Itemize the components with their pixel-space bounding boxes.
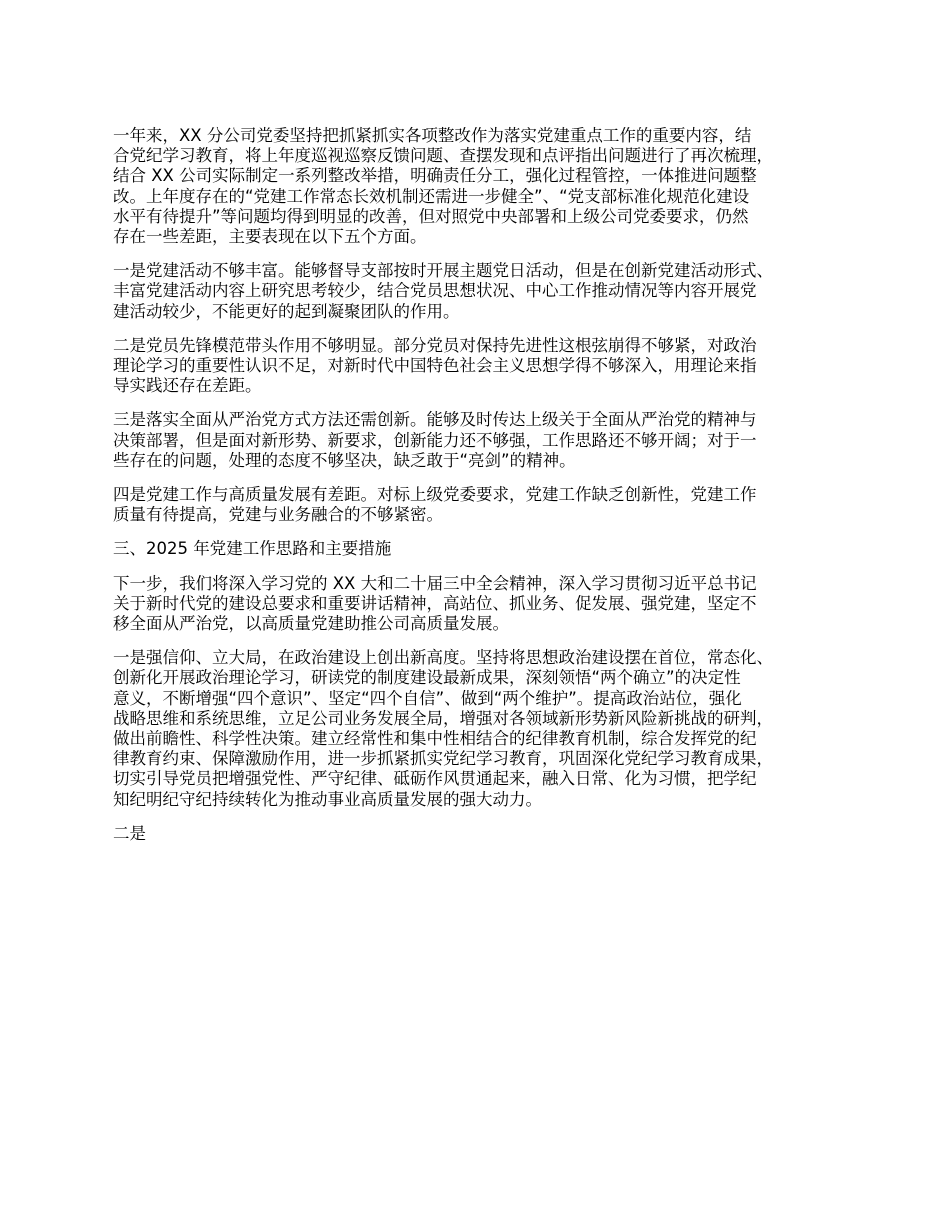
paragraph-issue-4 xyxy=(113,485,855,525)
text-line: 下一步，我们将深入学习党的 XX 大和二十届三中全会精神，深入学习贯彻习近平总书记 xyxy=(113,573,757,593)
text-line: 战略思维和系统思维，立足公司业务发展全局，增强对各领域新形势新风险新挑战的研判， xyxy=(113,708,773,728)
paragraph-issue-1 xyxy=(113,261,855,322)
text-line: 质量有待提高，党建与业务融合的不够紧密。 xyxy=(113,505,443,525)
text-line: 四是党建工作与高质量发展有差距。对标上级党委要求，党建工作缺乏创新性，党建工作 xyxy=(113,485,757,505)
text-line: 决策部署，但是面对新形势、新要求，创新能力还不够强，工作思路还不够开阔；对于一 xyxy=(113,430,757,450)
document-page xyxy=(113,126,855,858)
text-line: 结合 XX 公司实际制定一系列整改举措，明确责任分工，强化过程管控，一体推进问题整 xyxy=(113,166,757,186)
paragraph-next-steps xyxy=(113,574,855,635)
text-line: 存在一些差距，主要表现在以下五个方面。 xyxy=(113,227,427,247)
paragraph-intro xyxy=(113,126,855,247)
text-line: 二是党员先锋模范带头作用不够明显。部分党员对保持先进性这根弦崩得不够紧，对政治 xyxy=(113,335,757,355)
text-line: 导实践还存在差距。 xyxy=(113,376,262,396)
paragraph-issue-2 xyxy=(113,336,855,397)
text-line: 改。上年度存在的“党建工作常态长效机制还需进一步健全”、“党支部标准化规范化建设 xyxy=(113,186,750,206)
text-line: 知纪明纪守纪持续转化为推动事业高质量发展的强大动力。 xyxy=(113,789,542,809)
text-line: 切实引导党员把增强党性、严守纪律、砥砺作风贯通起来，融入日常、化为习惯，把学纪 xyxy=(113,769,757,789)
text-line: 三、2025 年党建工作思路和主要措施 xyxy=(113,539,392,559)
section-heading xyxy=(113,539,855,559)
text-line: 一是党建活动不够丰富。能够督导支部按时开展主题党日活动，但是在创新党建活动形式、 xyxy=(113,261,773,281)
text-line: 些存在的问题，处理的态度不够坚决，缺乏敢于“亮剑”的精神。 xyxy=(113,450,576,470)
paragraph-measure-1 xyxy=(113,648,855,810)
paragraph-issue-3 xyxy=(113,410,855,471)
text-line: 二是 xyxy=(113,823,146,843)
text-line: 律教育约束、保障激励作用，进一步抓紧抓实党纪学习教育，巩固深化党纪学习教育成果， xyxy=(113,749,773,769)
text-line: 合党纪学习教育，将上年度巡视巡察反馈问题、查摆发现和点评指出问题进行了再次梳理， xyxy=(113,146,773,166)
text-line: 一是强信仰、立大局，在政治建设上创出新高度。坚持将思想政治建设摆在首位，常态化、 xyxy=(113,648,773,668)
text-line: 水平有待提升”等问题均得到明显的改善，但对照党中央部署和上级公司党委要求，仍然 xyxy=(113,206,749,226)
text-line: 三是落实全面从严治党方式方法还需创新。能够及时传达上级关于全面从严治党的精神与 xyxy=(113,410,757,430)
text-line: 丰富党建活动内容上研究思考较少，结合党员思想状况、中心工作推动情况等内容开展党 xyxy=(113,281,757,301)
text-line: 理论学习的重要性认识不足，对新时代中国特色社会主义思想学得不够深入，用理论来指 xyxy=(113,356,757,376)
text-line: 移全面从严治党，以高质量党建助推公司高质量发展。 xyxy=(113,614,509,634)
paragraph-measure-2 xyxy=(113,824,855,844)
text-line: 意义，不断增强“四个意识”、坚定“四个自信”、做到“两个维护”。提高政治站位，强化 xyxy=(113,688,742,708)
text-line: 建活动较少，不能更好的起到凝聚团队的作用。 xyxy=(113,301,460,321)
text-line: 创新化开展政治理论学习，研读党的制度建设最新成果，深刻领悟“两个确立”的决定性 xyxy=(113,668,741,688)
text-line: 关于新时代党的建设总要求和重要讲话精神，高站位、抓业务、促发展、强党建，坚定不 xyxy=(113,593,757,613)
text-line: 做出前瞻性、科学性决策。建立经常性和集中性相结合的纪律教育机制，综合发挥党的纪 xyxy=(113,729,757,749)
text-line: 一年来，XX 分公司党委坚持把抓紧抓实各项整改作为落实党建重点工作的重要内容，结 xyxy=(113,126,752,145)
